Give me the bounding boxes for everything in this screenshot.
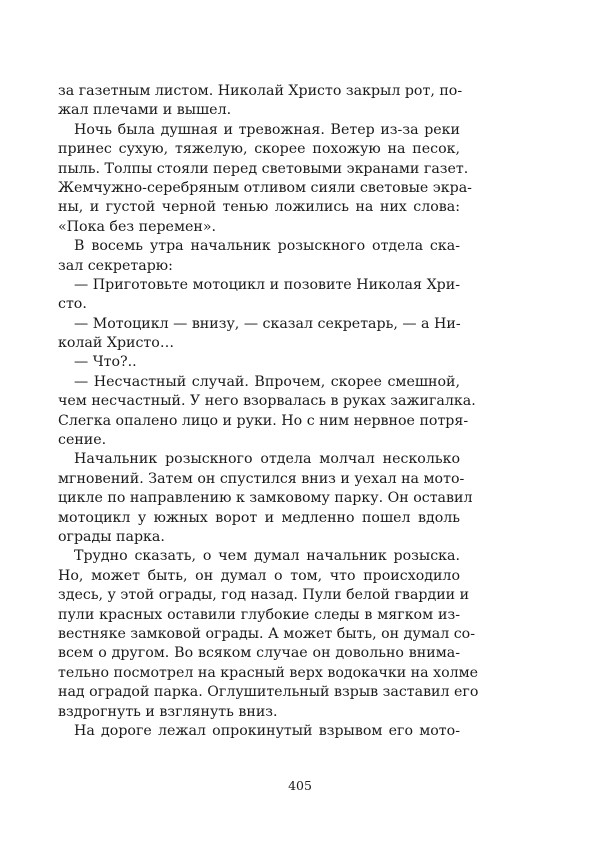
text-line: В восемь утра начальник розыскного отдела ска-	[74, 238, 460, 255]
text-line: сение.	[58, 432, 107, 449]
text-line: цикле по направлению к замковому парку. Он оставил	[58, 490, 473, 507]
text-line: — Мотоцикл — внизу, — сказал секретарь, — а Ни-	[74, 315, 461, 332]
text-line: Трудно сказать, о чем думал начальник розыска.	[74, 548, 460, 565]
book-page-text	[58, 82, 479, 741]
text-line: Слегка опалено лицо и руки. Но с ним нервное потря-	[58, 412, 469, 429]
text-line: Жемчужно-серебряным отливом сияли световые экра-	[58, 179, 472, 196]
text-line: здесь, у этой ограды, год назад. Пули белой гвардии и	[58, 587, 470, 604]
text-line: мгновений. Затем он спустился вниз и уехал на мото-	[58, 470, 465, 487]
text-line: вестняке замковой ограды. А может быть, он думал со-	[58, 625, 476, 642]
text-line: тельно посмотрел на красный верх водокачки на холме	[58, 664, 479, 681]
page-number: 405	[288, 778, 312, 793]
text-line: принес сухую, тяжелую, скорее похожую на песок,	[58, 141, 460, 158]
text-line: На дороге лежал опрокинутый взрывом его мото-	[74, 722, 460, 739]
text-line: Ночь была душная и тревожная. Ветер из-за реки	[74, 121, 460, 138]
text-line: всем о другом. Во всяком случае он довольно внима-	[58, 645, 460, 662]
text-line: вздрогнуть и взглянуть вниз.	[58, 703, 278, 720]
text-line: пули красных оставили глубокие следы в мягком из-	[58, 606, 460, 623]
text-line: колай Христо…	[58, 335, 175, 352]
text-line: зал секретарю:	[58, 257, 173, 274]
text-line: — Приготовьте мотоцикл и позовите Николая Хри-	[74, 276, 460, 293]
text-line: — Что?..	[74, 354, 137, 371]
text-line: жал плечами и вышел.	[58, 102, 232, 119]
text-line: ны, и густой черной тенью ложились на них слова:	[58, 199, 460, 216]
text-line: Но, может быть, он думал о том, что происходило	[58, 567, 460, 584]
text-line: — Несчастный случай. Впрочем, скорее смешной,	[74, 373, 460, 390]
text-line: ограды парка.	[58, 528, 165, 545]
text-line: мотоцикл у южных ворот и медленно пошел вдоль	[58, 509, 460, 526]
text-line: пыль. Толпы стояли перед световыми экранами газет.	[58, 160, 469, 177]
text-line: сто.	[58, 296, 87, 313]
text-line: за газетным листом. Николай Христо закрыл рот, по-	[58, 83, 463, 99]
text-line: чем несчастный. У него взорвалась в руках зажигалка.	[58, 393, 476, 410]
text-line: Начальник розыскного отдела молчал несколько	[74, 451, 460, 468]
text-line: «Пока без перемен».	[58, 218, 217, 235]
text-line: над оградой парка. Оглушительный взрыв заставил его	[58, 684, 479, 701]
